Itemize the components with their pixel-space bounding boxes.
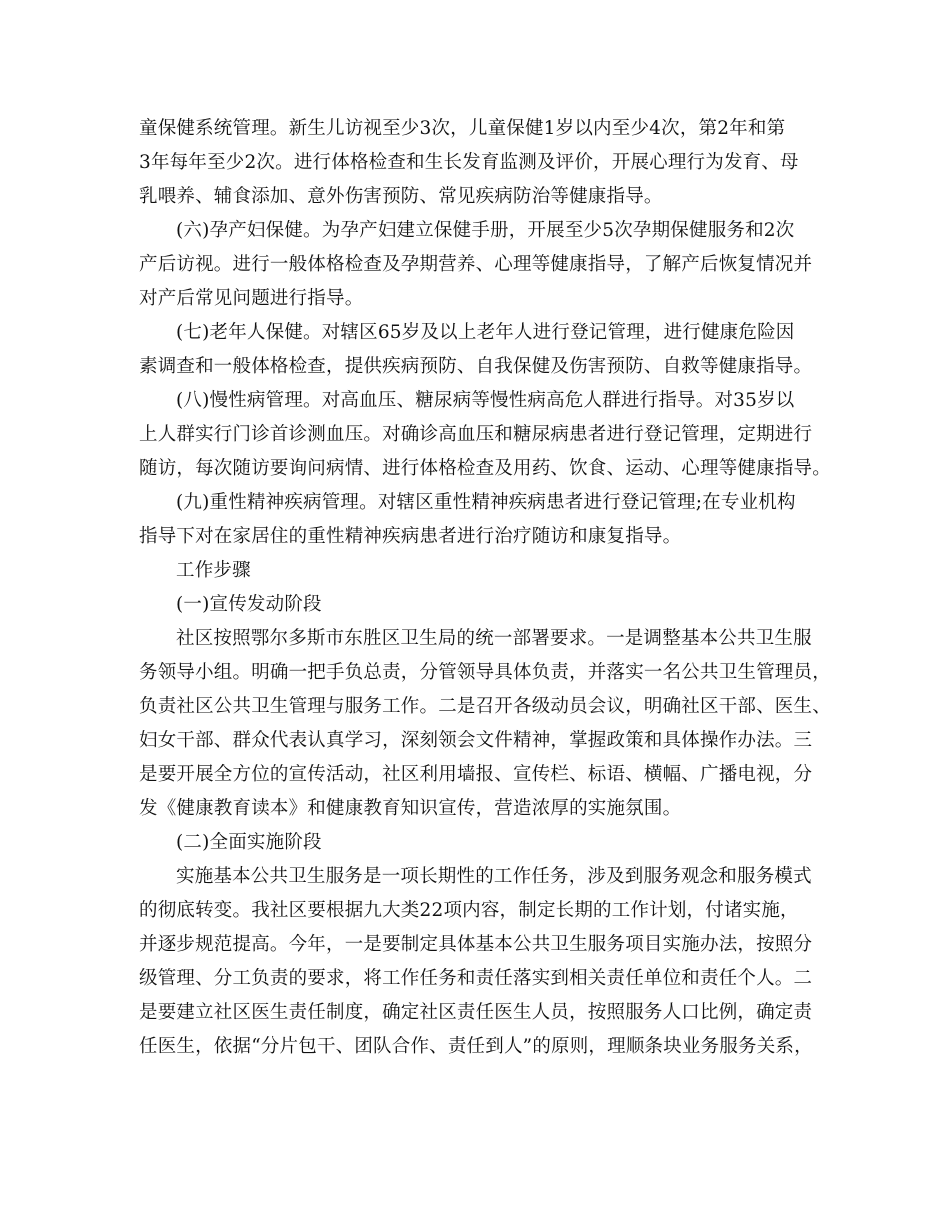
text-line: 上人群实行门诊首诊测血压。对确诊高血压和糖尿病患者进行登记管理，定期进行 bbox=[139, 424, 813, 445]
text-line: 3年每年至少2次。进行体格检查和生长发育监测及评价，开展心理行为发育、母 bbox=[139, 152, 799, 173]
text-line: 产后访视。进行一般体格检查及孕期营养、心理等健康指导，了解产后恢复情况并 bbox=[139, 254, 813, 275]
text-line: 务领导小组。明确一把手负总责，分管领导具体负责，并落实一名公共卫生管理员， bbox=[139, 662, 831, 683]
text-line: 级管理、分工负责的要求，将工作任务和责任落实到相关责任单位和责任个人。二 bbox=[139, 968, 813, 989]
text-line: 指导下对在家居住的重性精神疾病患者进行治疗随访和康复指导。 bbox=[139, 526, 682, 547]
text-line: 随访，每次随访要询问病情、进行体格检查及用药、饮食、运动、心理等健康指导。 bbox=[139, 458, 831, 479]
text-line: 素调查和一般体格检查，提供疾病预防、自我保健及伤害预防、自救等健康指导。 bbox=[139, 356, 813, 377]
text-line: 对产后常见问题进行指导。 bbox=[139, 288, 364, 309]
section-heading-line: (六)孕产妇保健。为孕产妇建立保健手册，开展至少5次孕期保健服务和2次 bbox=[176, 220, 795, 241]
text-line: 负责社区公共卫生管理与服务工作。二是召开各级动员会议，明确社区干部、医生、 bbox=[139, 696, 831, 717]
text-line: 发《健康教育读本》和健康教育知识宣传，营造浓厚的实施氛围。 bbox=[139, 798, 682, 819]
section-heading-line: (七)老年人保健。对辖区65岁及以上老年人进行登记管理，进行健康危险因 bbox=[176, 322, 795, 343]
section-heading-line: (九)重性精神疾病管理。对辖区重性精神疾病患者进行登记管理;在专业机构 bbox=[176, 492, 796, 513]
section-title: 工作步骤 bbox=[176, 560, 251, 581]
subsection-title: (一)宣传发动阶段 bbox=[176, 594, 322, 615]
text-line: 妇女干部、群众代表认真学习，深刻领会文件精神，掌握政策和具体操作办法。三 bbox=[139, 730, 813, 751]
paragraph-start-line: 社区按照鄂尔多斯市东胜区卫生局的统一部署要求。一是调整基本公共卫生服 bbox=[176, 628, 812, 649]
document-page bbox=[139, 112, 829, 1064]
paragraph-start-line: 实施基本公共卫生服务是一项长期性的工作任务，涉及到服务观念和服务模式 bbox=[176, 866, 812, 887]
text-line: 并逐步规范提高。今年，一是要制定具体基本公共卫生服务项目实施办法，按照分 bbox=[139, 934, 813, 955]
text-line: 乳喂养、辅食添加、意外伤害预防、常见疾病防治等健康指导。 bbox=[139, 186, 663, 207]
text-line: 的彻底转变。我社区要根据九大类22项内容，制定长期的工作计划，付诸实施， bbox=[139, 900, 799, 921]
section-heading-line: (八)慢性病管理。对高血压、糖尿病等慢性病高危人群进行指导。对35岁以 bbox=[176, 390, 795, 411]
text-line: 童保健系统管理。新生儿访视至少3次，儿童保健1岁以内至少4次，第2年和第 bbox=[139, 118, 786, 139]
text-line: 是要建立社区医生责任制度，确定社区责任医生人员，按照服务人口比例，确定责 bbox=[139, 1002, 813, 1023]
text-line: 是要开展全方位的宣传活动，社区利用墙报、宣传栏、标语、横幅、广播电视，分 bbox=[139, 764, 813, 785]
subsection-title: (二)全面实施阶段 bbox=[176, 832, 322, 853]
text-line: 任医生，依据“分片包干、团队合作、责任到人”的原则，理顺条块业务服务关系， bbox=[139, 1036, 813, 1057]
